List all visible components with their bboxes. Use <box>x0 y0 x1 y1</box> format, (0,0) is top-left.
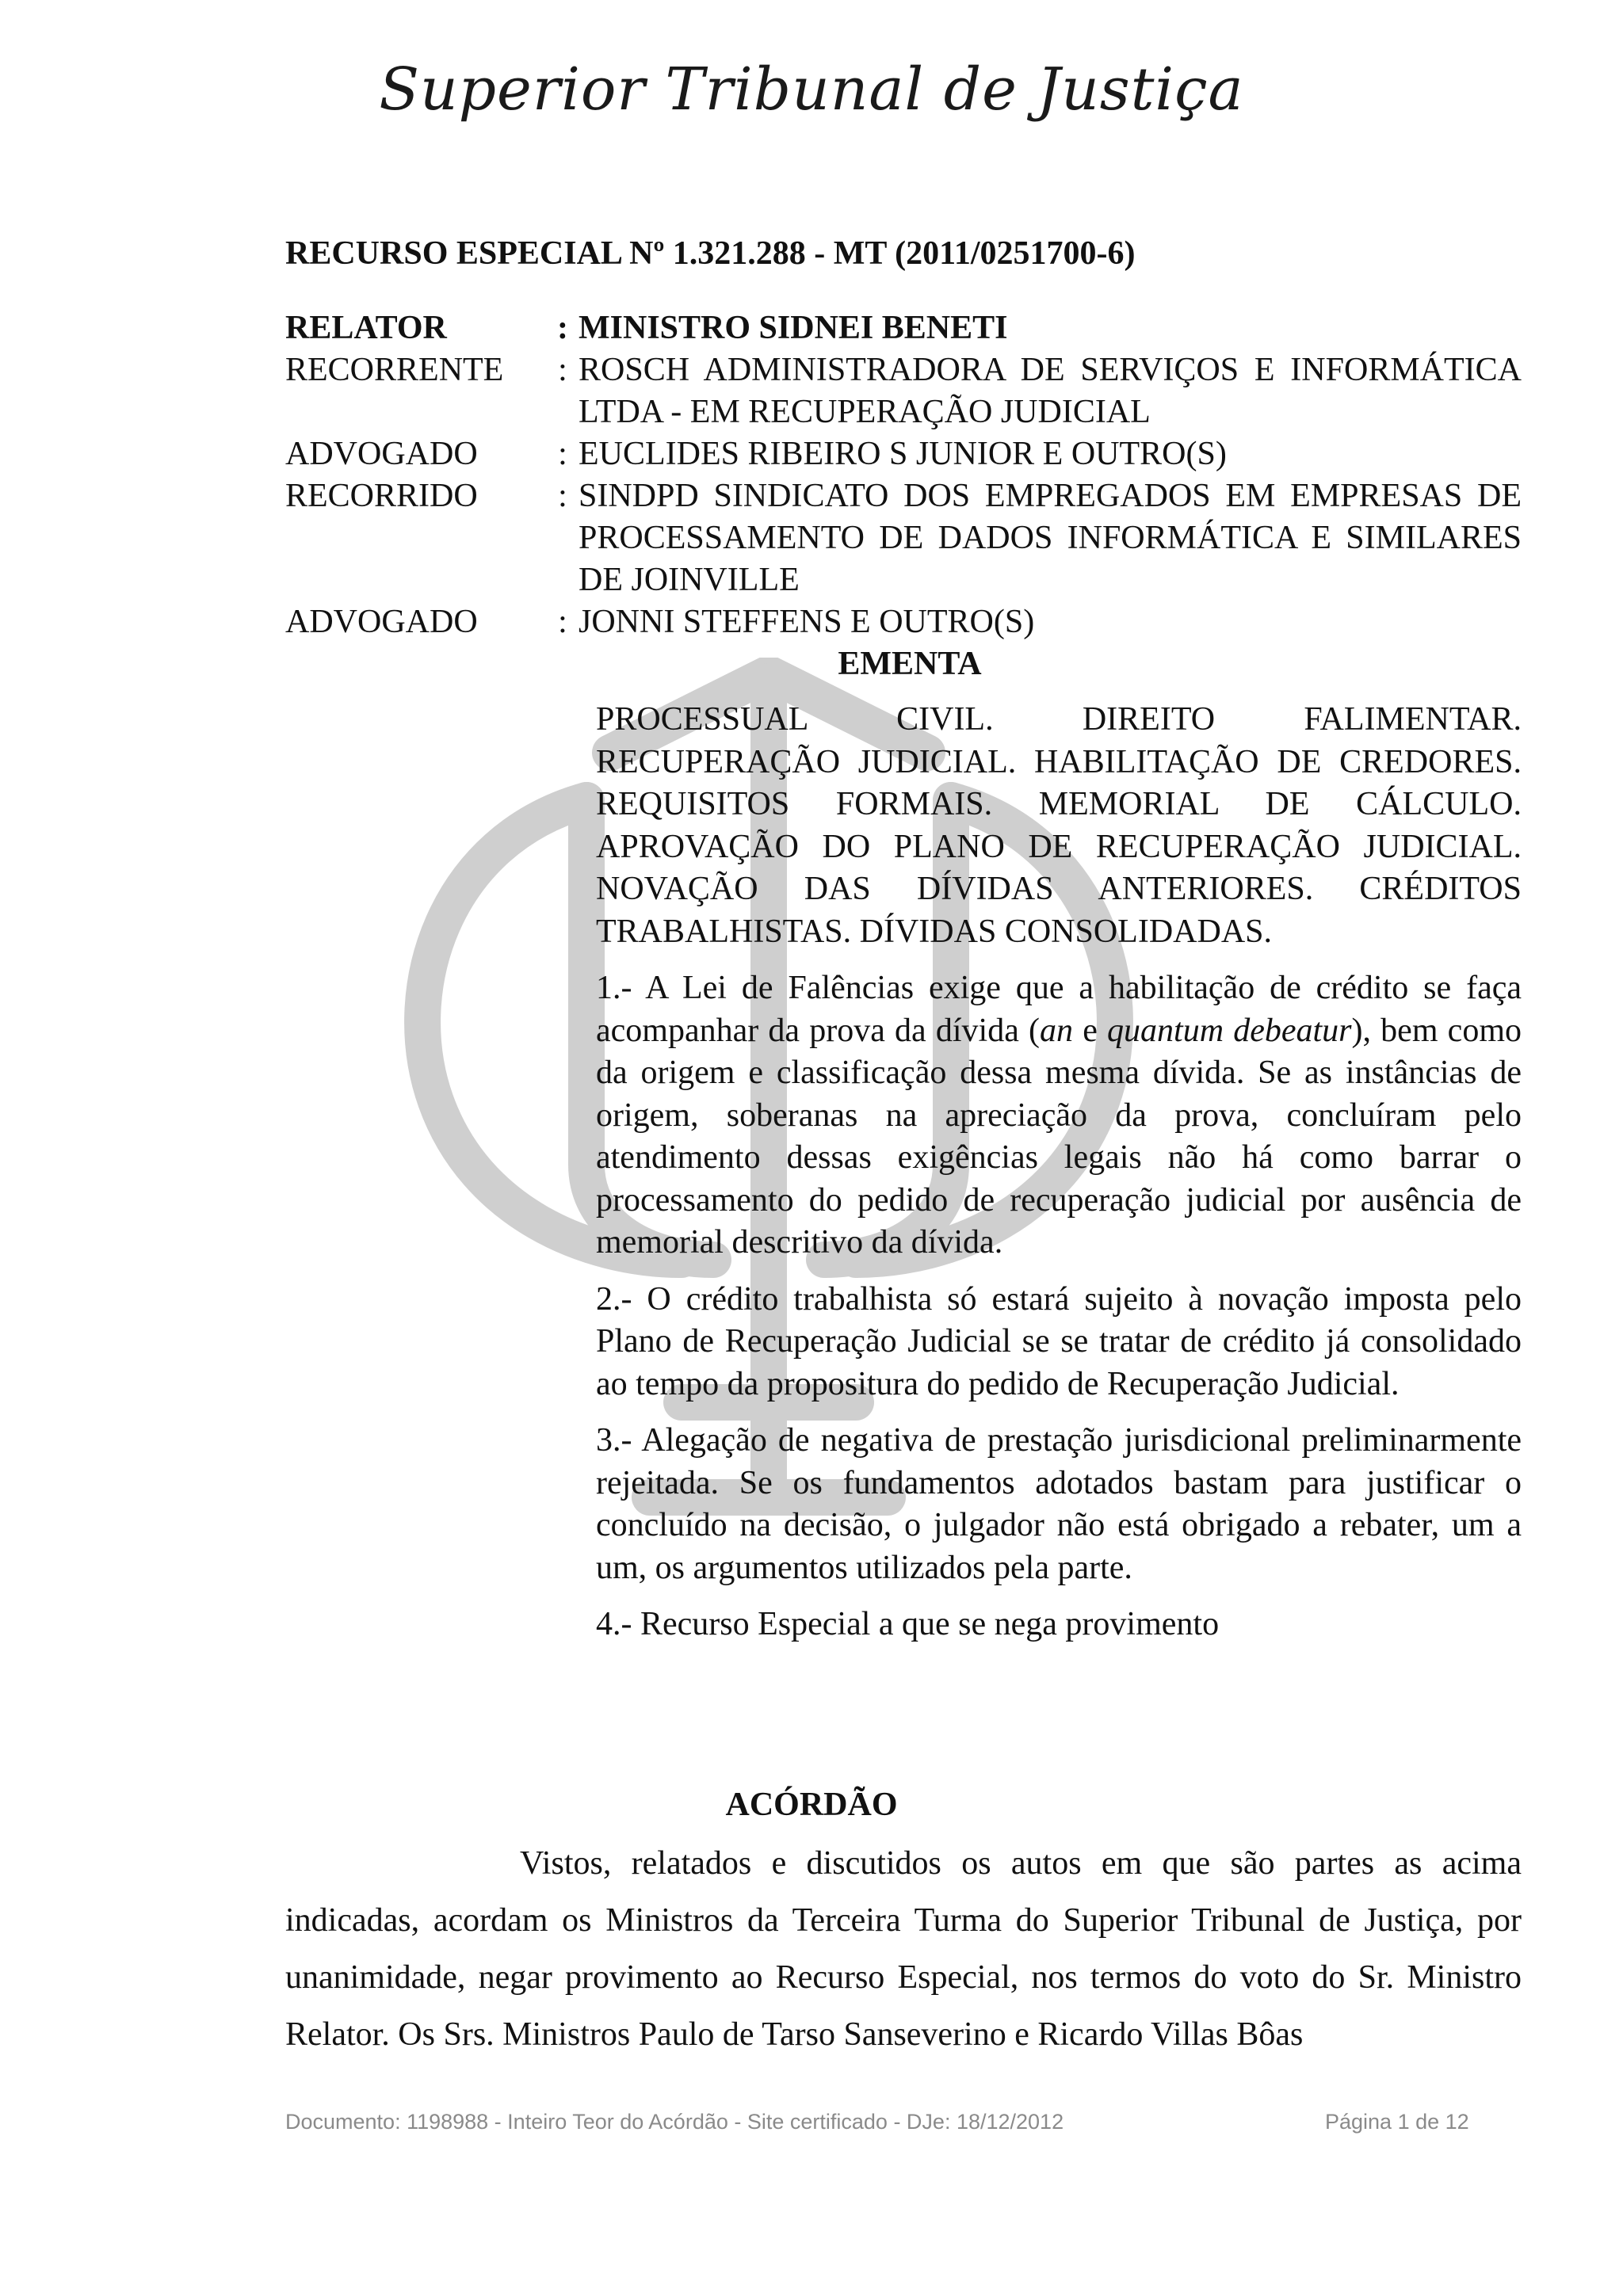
party-role: ADVOGADO <box>285 604 478 640</box>
party-role: RELATOR <box>285 310 447 346</box>
ementa-section <box>596 699 1522 1661</box>
party-separator: : <box>558 478 567 514</box>
party-row <box>285 433 1522 475</box>
party-separator: : <box>558 352 567 388</box>
ementa-heading: EMENTA <box>838 646 982 682</box>
party-value: JONNI STEFFENS E OUTRO(S) <box>579 604 1035 640</box>
party-row <box>285 475 1522 601</box>
footer-page-number: Página 1 de 12 <box>1325 2110 1469 2134</box>
court-header-title: Superior Tribunal de Justiça <box>379 55 1244 124</box>
party-separator: : <box>558 604 567 640</box>
ementa-p1-text-e: e <box>1073 1012 1108 1049</box>
ementa-p1-text-b: ), bem como da origem e classificação dessa mesma dívida. Se as instâncias de origem, soberanas na apreciação da prova, concluíram pelo atendimento dessas exigências legais não há como barrar o processamento do pedido de recuperação judicial por ausência de memorial descritivo da dívida. <box>596 1012 1522 1261</box>
party-separator: : <box>557 310 568 346</box>
party-separator: : <box>558 436 567 472</box>
ementa-paragraph-3: 3.- Alegação de negativa de prestação jurisdicional preliminarmente rejeitada. Se os fundamentos adotados bastam para justificar o concluído na decisão, o julgador não está obrigado a rebater, um a um, os argumentos utilizados pela parte. <box>596 1422 1522 1586</box>
party-role: RECORRIDO <box>285 478 478 514</box>
ementa-p1-an: an <box>1040 1012 1074 1049</box>
acordao-body: Vistos, relatados e discutidos os autos em que são partes as acima indicadas, acordam os Ministros da Terceira Turma do Superior Tribunal de Justiça, por unanimidade, negar provimento ao Recurso Especial, nos termos do voto do Sr. Ministro Relator. Os Srs. Ministros Paulo de Tarso Sanseverino e Ricardo Villas Bôas <box>285 1845 1522 2053</box>
ementa-paragraph-4: 4.- Recurso Especial a que se nega provimento <box>596 1606 1220 1642</box>
footer-document-info: Documento: 1198988 - Inteiro Teor do Acórdão - Site certificado - DJe: 18/12/2012 <box>285 2110 1064 2134</box>
party-row <box>285 349 1522 433</box>
party-value: SINDPD SINDICATO DOS EMPREGADOS EM EMPRESAS DE PROCESSAMENTO DE DADOS INFORMÁTICA E SIMILARES DE JOINVILLE <box>579 478 1522 598</box>
ementa-paragraph-1 <box>596 967 1522 1264</box>
party-role: RECORRENTE <box>285 352 504 388</box>
party-row <box>285 307 1522 349</box>
document-title: RECURSO ESPECIAL Nº 1.321.288 - MT (2011/0251700-6) <box>285 235 1136 272</box>
ementa-p1-text-a: 1.- A Lei de Falências exige que a habilitação de crédito se faça acompanhar da prova da dívida ( <box>596 970 1522 1049</box>
ementa-p1-quantum: quantum debeatur <box>1107 1012 1352 1049</box>
ementa-paragraph-2: 2.- O crédito trabalhista só estará sujeito à novação imposta pelo Plano de Recuperação Judicial se se tratar de crédito já consolidado ao tempo da propositura do pedido de Recuperação Judicial. <box>596 1280 1522 1402</box>
acordao-heading: ACÓRDÃO <box>725 1787 898 1823</box>
ementa-headnote: PROCESSUAL CIVIL. DIREITO FALIMENTAR. RECUPERAÇÃO JUDICIAL. HABILITAÇÃO DE CREDORES. REQUISITOS FORMAIS. MEMORIAL DE CÁLCULO. APROVAÇÃO DO PLANO DE RECUPERAÇÃO JUDICIAL. NOVAÇÃO DAS DÍVIDAS ANTERIORES. CRÉDITOS TRABALHISTAS. DÍVIDAS CONSOLIDADAS. <box>596 701 1522 950</box>
party-row <box>285 601 1522 643</box>
party-value: EUCLIDES RIBEIRO S JUNIOR E OUTRO(S) <box>579 436 1227 472</box>
party-role: ADVOGADO <box>285 436 478 472</box>
party-value: MINISTRO SIDNEI BENETI <box>579 310 1008 346</box>
party-value: ROSCH ADMINISTRADORA DE SERVIÇOS E INFORMÁTICA LTDA - EM RECUPERAÇÃO JUDICIAL <box>579 352 1522 430</box>
parties-table <box>285 307 1522 643</box>
